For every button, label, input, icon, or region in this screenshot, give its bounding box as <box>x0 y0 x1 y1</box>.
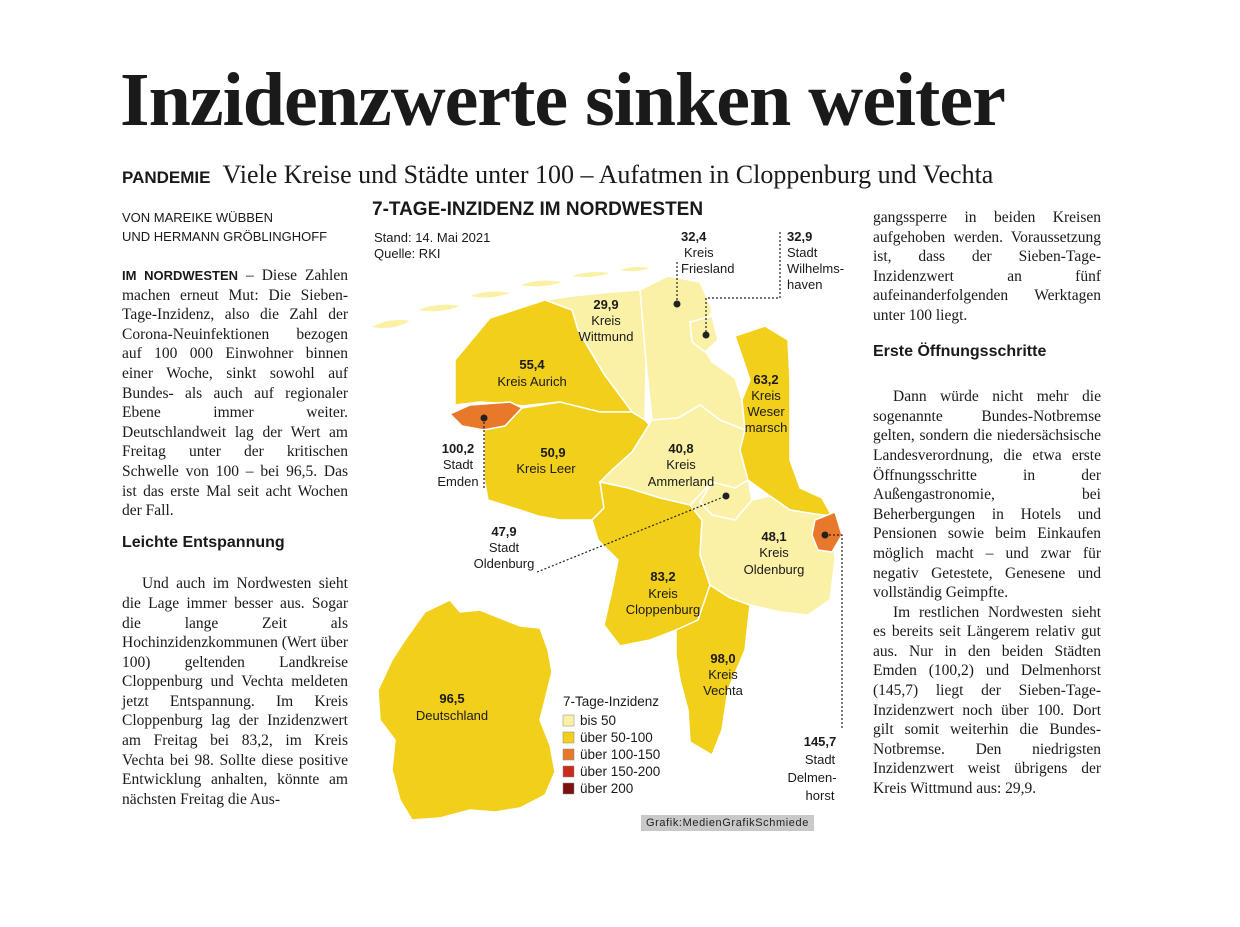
island <box>470 292 510 298</box>
article-paragraph: gangssperre in beiden Kreisen aufgehoben werden. Voraussetzung ist, dass der Sieben-Tage-Inzidenzwert an fünf aufeinanderfolgenden Werktagen unter 100 liegt. <box>873 209 1101 324</box>
island <box>372 320 410 328</box>
region-name: Vechta <box>703 683 743 698</box>
graphic-date: Stand: 14. Mai 2021 <box>374 230 491 245</box>
value-label: 100,2 <box>441 441 475 456</box>
value-label: 47,9 <box>491 524 517 539</box>
region-name: Deutschland <box>415 708 489 723</box>
subheadline: Viele Kreise und Städte unter 100 – Aufatmen in Cloppenburg und Vechta <box>222 160 994 189</box>
region-name: horst <box>805 788 835 803</box>
region-name: Kreis <box>666 457 696 472</box>
legend-label: bis 50 <box>580 713 617 728</box>
value-label: 145,7 <box>803 734 837 749</box>
region-name: Kreis <box>684 245 714 260</box>
legend <box>563 694 660 796</box>
value-label: 32,9 <box>787 229 813 244</box>
headline: Inzidenzwerte sinken weiter <box>120 58 1005 142</box>
legend-label: über 150-200 <box>580 764 661 779</box>
region-name: Oldenburg <box>743 562 805 577</box>
legend-swatch <box>563 783 574 794</box>
region-name: haven <box>787 277 823 292</box>
legend-title: 7-Tage-Inzidenz <box>563 694 660 709</box>
region-name: Wittmund <box>578 329 634 344</box>
subheading: Erste Öffnungsschritte <box>873 342 1047 360</box>
region-name: Friesland <box>681 261 735 276</box>
subheading: Leichte Entspannung <box>122 533 285 551</box>
city-dot <box>703 332 710 339</box>
location-label: IM NORDWESTEN <box>122 268 239 283</box>
legend-label: über 100-150 <box>580 747 661 762</box>
legend-label: über 200 <box>580 781 634 796</box>
island <box>620 267 650 271</box>
leader-line <box>706 232 780 334</box>
graphic-credit: Grafik:MedienGrafikSchmiede <box>641 815 814 831</box>
region-name: Ammerland <box>647 474 715 489</box>
article-paragraph: Dann würde nicht mehr die sogenannte Bundes-Notbremse gelten, sondern die niedersächsische Landesverordnung, die etwa erste Öffnungsschritte in der Außengastronomie, bei Beherbergungen in Hotels und Pensionen sowie beim Einkaufen möglich macht – und zwar für negativ Getestete, Genesene und vollständig Geimpfte. <box>873 388 1101 602</box>
city-dot <box>481 415 488 422</box>
paragraph-text: – Diese Zahlen machen erneut Mut: Die Sieben-Tage-Inzidenz, also die Zahl der Corona-Neuinfektionen bezogen auf 100 000 Einwohner binnen einer Woche, sinkt sowohl auf Bundes- als auch auf regionaler Ebene immer weiter. Deutschlandweit lag der Wert am Freitag unter der kritischen Schwelle von 100 – bei 96,5. Das ist das erste Mal seit acht Wochen der Fall. <box>122 267 348 520</box>
region-name: Weser <box>747 404 785 419</box>
legend-item <box>563 730 653 745</box>
byline-line-1: VON MAREIKE WÜBBEN <box>122 210 273 225</box>
value-label: 40,8 <box>668 441 694 456</box>
legend-swatch <box>563 732 574 743</box>
island <box>520 281 562 287</box>
region-name: Kreis <box>751 388 781 403</box>
region-name: Stadt <box>442 457 474 472</box>
island <box>572 272 610 277</box>
byline-line-2: UND HERMANN GRÖBLINGHOFF <box>122 229 328 244</box>
kicker: PANDEMIE <box>122 168 211 187</box>
region-name: Kreis Aurich <box>497 374 567 389</box>
region-name: Kreis <box>759 545 789 560</box>
legend-item <box>563 764 660 779</box>
legend-item <box>563 781 633 796</box>
legend-swatch <box>563 715 574 726</box>
value-label: 96,5 <box>439 691 465 706</box>
value-label: 29,9 <box>593 297 619 312</box>
legend-swatch <box>563 766 574 777</box>
city-dot <box>723 493 730 500</box>
graphic-source: Quelle: RKI <box>374 246 441 261</box>
legend-item <box>563 713 616 728</box>
region-name: Kreis Leer <box>516 461 576 476</box>
region-name: Cloppenburg <box>625 602 701 617</box>
legend-item <box>563 747 660 762</box>
city-dot <box>674 301 681 308</box>
article-paragraph: Im restlichen Nordwesten sieht es bereits seit Längerem relativ gut aus. Nur in den beiden Städten Emden (100,2) und Delmenhorst (145,7) liegt der Sieben-Tage-Inzidenzwert noch über 100. Dort gilt somit weiterhin die Bundes-Notbremse. Den niedrigsten Inzidenzwert weist übrigens der Kreis Wittmund aus: 29,9. <box>873 603 1101 798</box>
region-name: Oldenburg <box>473 556 535 571</box>
legend-label: über 50-100 <box>580 730 653 745</box>
legend-swatch <box>563 749 574 760</box>
city-dot <box>822 532 829 539</box>
region-name: Wilhelms- <box>787 261 845 276</box>
value-label: 48,1 <box>761 529 787 544</box>
region-name: Kreis <box>591 313 621 328</box>
value-label: 50,9 <box>540 445 566 460</box>
island <box>418 305 460 312</box>
region-name: Stadt <box>787 245 818 260</box>
value-label: 55,4 <box>519 357 545 372</box>
value-label: 32,4 <box>681 229 707 244</box>
region-name: Kreis <box>708 667 738 682</box>
value-label: 98,0 <box>710 651 736 666</box>
region-kreis-friesland <box>640 276 745 430</box>
value-label: 83,2 <box>650 569 676 584</box>
article-paragraph: Und auch im Nordwesten sieht die Lage immer besser aus. Sogar die lange Zeit als Hochinzidenzkommunen (Wert über 100) geltenden Landkreise Cloppenburg und Vechta meldeten jetzt Entspannung. Im Kreis Cloppenburg lag der Inzidenzwert am Freitag bei 83,2, im Kreis Vechta bei 98. Sollte diese positive Entwicklung anhalten, könnte am nächsten Freitag die Aus- <box>122 575 349 808</box>
region-name: Stadt <box>488 540 520 555</box>
value-label: 63,2 <box>753 372 779 387</box>
region-name: Emden <box>437 474 479 489</box>
region-name: Stadt <box>804 752 836 767</box>
region-name: Delmen- <box>787 770 837 785</box>
graphic-title: 7-TAGE-INZIDENZ IM NORDWESTEN <box>372 199 704 220</box>
region-name: Kreis <box>648 586 678 601</box>
region-name: marsch <box>744 420 788 435</box>
